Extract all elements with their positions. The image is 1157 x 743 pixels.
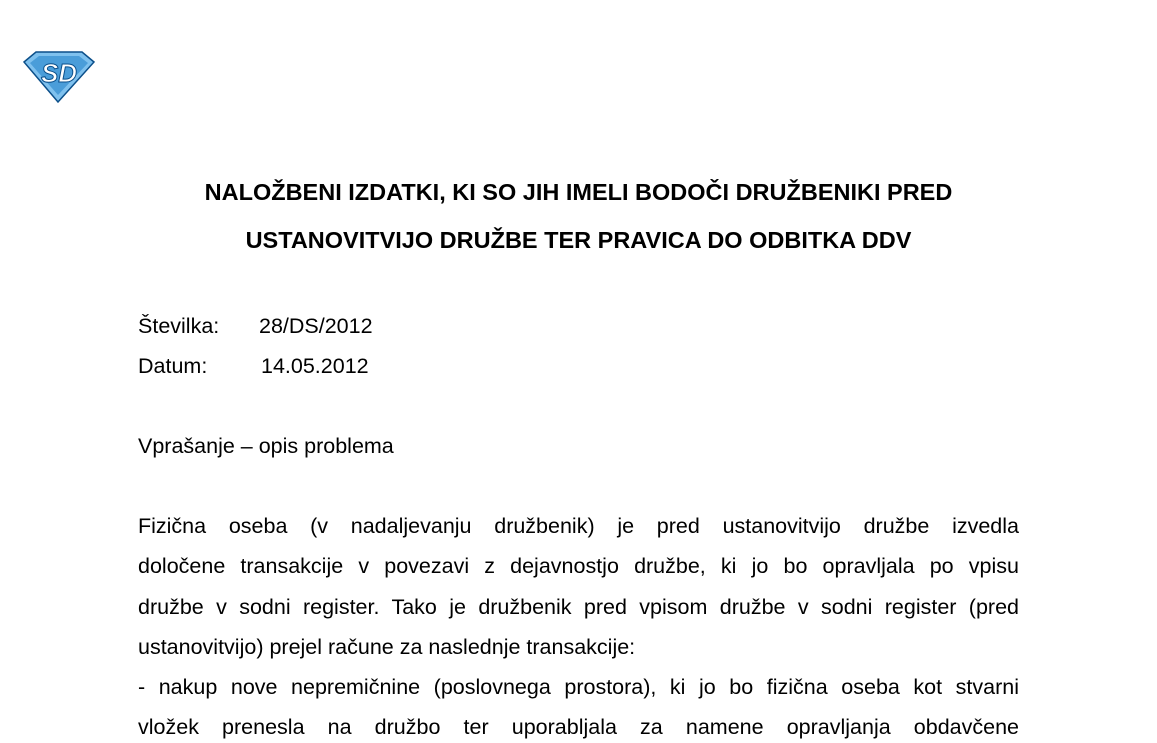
document-number-label: Številka:	[138, 314, 220, 338]
body-line: - nakup nove nepremičnine (poslovnega prostora), ki jo bo fizična oseba kot stvarni	[138, 675, 1019, 700]
body-line: določene transakcije v povezavi z dejavnostjo družbe, ki jo bo opravljala po vpisu	[138, 554, 1019, 579]
document-number-value: 28/DS/2012	[259, 314, 373, 338]
section-heading: Vprašanje – opis problema	[138, 434, 394, 458]
title-line-1: NALOŽBENI IZDATKI, KI SO JIH IMELI BODOČI DRUŽBENIKI PRED	[204, 179, 953, 205]
document-title	[138, 168, 1019, 264]
body-line: vložek prenesla na družbo ter uporabljala za namene opravljanja obdavčene	[138, 715, 1019, 740]
company-logo	[22, 48, 96, 104]
body-paragraph	[138, 506, 1019, 743]
document-date-label: Datum:	[138, 354, 208, 378]
body-line: Fizična oseba (v nadaljevanju družbenik) je pred ustanovitvijo družbe izvedla	[138, 514, 1019, 538]
title-line-2: USTANOVITVIJO DRUŽBE TER PRAVICA DO ODBITKA DDV	[245, 227, 912, 253]
document-date-value: 14.05.2012	[261, 354, 369, 378]
body-line: družbe v sodni register. Tako je družbenik pred vpisom družbe v sodni register (pred	[138, 594, 1019, 619]
body-line: ustanovitvijo) prejel račune za naslednje transakcije:	[138, 634, 636, 659]
logo-lettering: SD	[40, 58, 78, 88]
